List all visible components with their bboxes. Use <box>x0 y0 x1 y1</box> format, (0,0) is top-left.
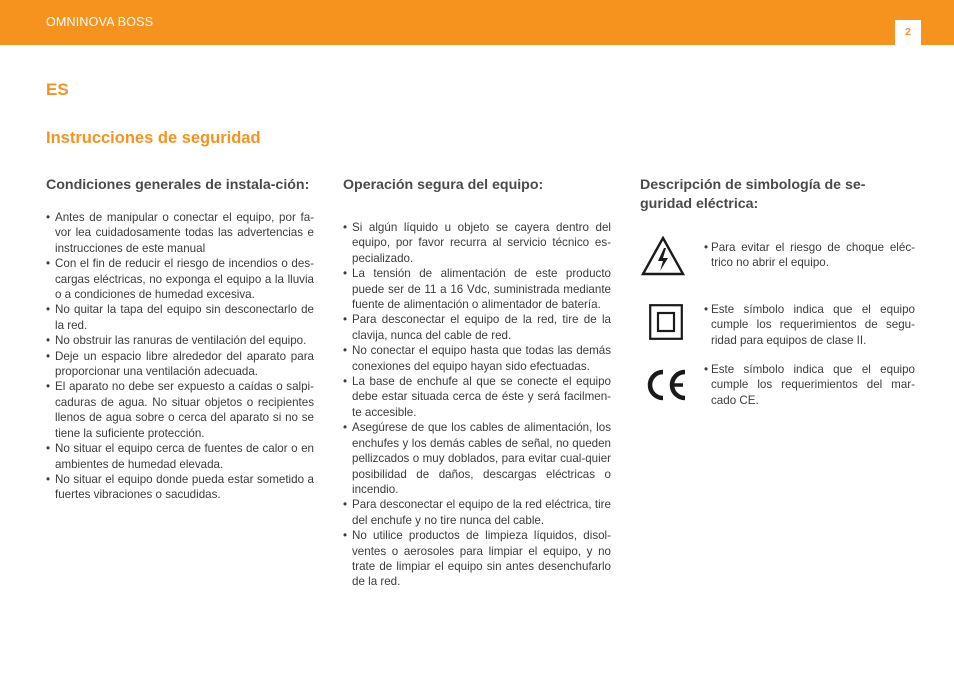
class-ii-double-insulation-icon <box>649 304 683 340</box>
symbol-description: • Este símbolo indica que el equipo cumple los requerimientos de segu-ridad para equipos de clase II. <box>704 302 915 348</box>
brand-name: OMNINOVA BOSS <box>46 15 154 29</box>
list-item: • No situar el equipo cerca de fuentes de calor o en ambientes de humedad elevada. <box>46 441 314 472</box>
section-heading-safe-operation: Operación segura del equipo: <box>343 177 544 193</box>
list-item: • El aparato no debe ser expuesto a caídas o salpi-caduras de agua. No situar objetos o recipientes llenos de agua sobre o cerca del aparato si no se tiene la suficiente protección. <box>46 379 314 441</box>
list-item: • Deje un espacio libre alrededor del aparato para proporcionar una ventilación adecuada. <box>46 349 314 380</box>
section-heading-symbols: Descripción de simbología de se-guridad eléctrica: <box>640 177 866 212</box>
list-item: • No situar el equipo donde pueda estar sometido a fuertes vibraciones o sacudidas. <box>46 472 314 503</box>
general-conditions-section <box>46 176 314 503</box>
list-item: • Con el fin de reducir el riesgo de incendios o des-cargas eléctricas, no exponga el equipo a la lluvia o a condiciones de humedad excesiva. <box>46 256 314 302</box>
language-code: ES <box>46 80 69 99</box>
ce-mark-icon <box>645 368 689 402</box>
list-item: • Para desconectar el equipo de la red eléctrica, tire del enchufe y no tire nunca del cable. <box>343 497 611 528</box>
safe-operation-list <box>343 220 611 590</box>
list-item: • Si algún líquido u objeto se cayera dentro del equipo, por favor recurra al servicio técnico es-pecializado. <box>343 220 611 266</box>
symbol-row-ce <box>640 362 915 410</box>
list-item: • La base de enchufe al que se conecte el equipo debe estar situada cerca de éste y será facilmen-te accesible. <box>343 374 611 420</box>
list-item: • Antes de manipular o conectar el equipo, por fa-vor lea cuidadosamente todas las advertencias e instrucciones de este manual <box>46 210 314 256</box>
list-item: • No utilice productos de limpieza líquidos, disol-ventes o aerosoles para limpiar el equipo, y no trate de limpiar el equipo sin antes desenchufarlo de la red. <box>343 528 611 590</box>
page-number: 2 <box>895 20 921 45</box>
general-conditions-list <box>46 210 314 503</box>
page-title: Instrucciones de seguridad <box>46 129 261 147</box>
symbol-description: • Este símbolo indica que el equipo cumple los requerimientos del mar-cado CE. <box>704 362 915 408</box>
list-item: • No conectar el equipo hasta que todas las demás conexiones del equipo hayan sido efectuadas. <box>343 343 611 374</box>
section-heading-general-conditions: Condiciones generales de instala-ción: <box>46 177 310 193</box>
list-item: • Asegúrese de que los cables de alimentación, los enchufes y los demás cables de señal, no queden pellizcados o muy doblados, para evitar cual-quier posibilidad de daños, descargas eléctricas o incendio. <box>343 420 611 497</box>
header-bar <box>0 0 954 45</box>
symbol-row-shock <box>640 236 915 280</box>
list-item: • No quitar la tapa del equipo sin desconectarlo de la red. <box>46 302 314 333</box>
list-item: • No obstruir las ranuras de ventilación del equipo. <box>46 333 314 348</box>
symbol-description: • Para evitar el riesgo de choque eléc-trico no abrir el equipo. <box>704 240 915 271</box>
list-item: • Para desconectar el equipo de la red, tire de la clavija, nunca del cable de red. <box>343 312 611 343</box>
symbol-row-class-ii <box>640 300 915 347</box>
list-item: • La tensión de alimentación de este producto puede ser de 11 a 16 Vdc, suministrada mediante fuente de alimentación o alimentador de batería. <box>343 266 611 312</box>
symbols-section <box>640 176 908 214</box>
electric-shock-warning-icon <box>641 236 685 276</box>
safe-operation-section <box>343 176 611 590</box>
